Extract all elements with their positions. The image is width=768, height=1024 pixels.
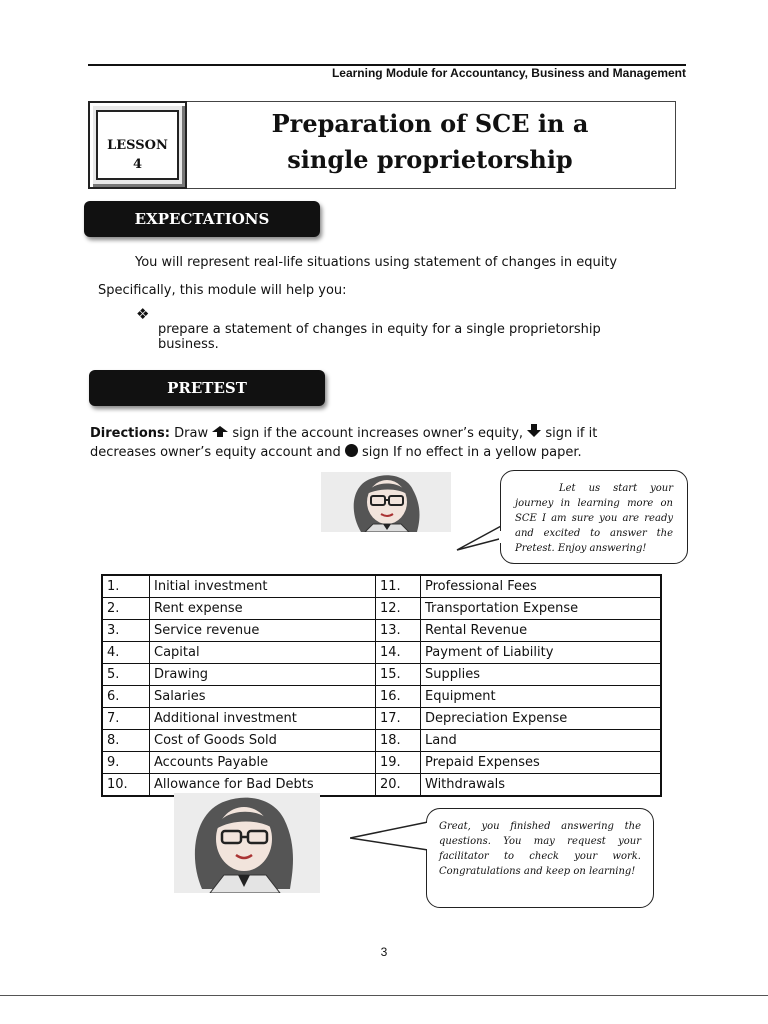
directions-text-2: sign if the account increases owner’s equity, — [232, 426, 524, 441]
item-number: 7. — [102, 708, 150, 730]
lesson-number: 4 — [132, 157, 143, 172]
account-name: Allowance for Bad Debts — [150, 774, 376, 797]
directions-text-5: sign If no effect in a yellow paper. — [362, 445, 582, 460]
item-number: 3. — [102, 620, 150, 642]
item-number: 17. — [376, 708, 421, 730]
teacher-avatar-large — [174, 793, 320, 893]
bullet-line-2: business. — [158, 337, 219, 352]
item-number: 16. — [376, 686, 421, 708]
footer-rule — [0, 995, 768, 996]
pretest-heading: PRETEST — [167, 379, 247, 397]
directions-text-1: Draw — [174, 426, 209, 441]
account-name: Payment of Liability — [421, 642, 662, 664]
account-name: Transportation Expense — [421, 598, 662, 620]
table-row — [102, 664, 661, 686]
account-name: Drawing — [150, 664, 376, 686]
item-number: 10. — [102, 774, 150, 797]
title-line-1: Preparation of SCE in a — [271, 109, 589, 138]
item-number: 6. — [102, 686, 150, 708]
directions-text-4: decreases owner’s equity account and — [90, 445, 341, 460]
up-arrow-icon — [212, 426, 228, 438]
account-name: Professional Fees — [421, 575, 662, 598]
speech-bubble-end — [426, 808, 654, 908]
item-number: 15. — [376, 664, 421, 686]
account-name: Rental Revenue — [421, 620, 662, 642]
table-row — [102, 730, 661, 752]
teacher-avatar-small — [321, 472, 451, 532]
diamond-bullet-icon: ❖ — [136, 305, 150, 323]
lesson-title — [200, 106, 660, 178]
down-arrow-icon — [527, 424, 541, 437]
account-name: Equipment — [421, 686, 662, 708]
table-row — [102, 686, 661, 708]
account-name: Rent expense — [150, 598, 376, 620]
table-row — [102, 620, 661, 642]
account-name: Withdrawals — [421, 774, 662, 797]
pretest-directions — [90, 424, 680, 462]
pretest-table — [101, 574, 662, 797]
account-name: Accounts Payable — [150, 752, 376, 774]
module-title: Learning Module for Accountancy, Business and Management — [331, 66, 686, 80]
item-number: 5. — [102, 664, 150, 686]
account-name: Supplies — [421, 664, 662, 686]
account-name: Prepaid Expenses — [421, 752, 662, 774]
pretest-table-body — [102, 575, 661, 796]
directions-label: Directions: — [90, 426, 170, 441]
table-row — [102, 708, 661, 730]
table-row — [102, 752, 661, 774]
item-number: 1. — [102, 575, 150, 598]
expectations-bullet — [158, 322, 678, 352]
teacher-avatar-icon — [321, 472, 451, 532]
bullet-line-1: prepare a statement of changes in equity for a single proprietorship — [158, 322, 601, 337]
item-number: 13. — [376, 620, 421, 642]
directions-line-2 — [90, 443, 680, 462]
account-name: Salaries — [150, 686, 376, 708]
bubble-end-tail-cover — [420, 820, 432, 852]
page-number: 3 — [380, 945, 388, 959]
expectations-intro: You will represent real-life situations using statement of changes in equity — [135, 255, 618, 270]
directions-line-1 — [90, 424, 680, 443]
account-name: Cost of Goods Sold — [150, 730, 376, 752]
item-number: 9. — [102, 752, 150, 774]
item-number: 14. — [376, 642, 421, 664]
account-name: Additional investment — [150, 708, 376, 730]
item-number: 8. — [102, 730, 150, 752]
table-row — [102, 642, 661, 664]
bubble-start-text: Let us start your journey in learning more on SCE I am sure you are ready and excited to answer the Pretest. Enjoy answering! — [515, 483, 673, 554]
expectations-heading-bar — [84, 201, 320, 237]
bubble-start-tail-cover — [485, 530, 505, 554]
table-row — [102, 598, 661, 620]
lesson-label — [96, 136, 179, 174]
item-number: 2. — [102, 598, 150, 620]
item-number: 12. — [376, 598, 421, 620]
item-number: 18. — [376, 730, 421, 752]
account-name: Service revenue — [150, 620, 376, 642]
title-line-2: single proprietorship — [287, 145, 573, 174]
black-circle-icon — [345, 444, 358, 457]
bubble-end-text: Great, you finished answering the questions. You may request your facilitator to check your work. Congratulations and keep on learning! — [439, 821, 641, 877]
item-number: 20. — [376, 774, 421, 797]
account-name: Depreciation Expense — [421, 708, 662, 730]
item-number: 4. — [102, 642, 150, 664]
lesson-word: LESSON — [107, 138, 168, 153]
pretest-heading-bar — [89, 370, 325, 406]
expectations-heading: EXPECTATIONS — [134, 210, 270, 228]
teacher-avatar-large-icon — [174, 793, 320, 893]
directions-text-3: sign if it — [545, 426, 598, 441]
account-name: Initial investment — [150, 575, 376, 598]
account-name: Capital — [150, 642, 376, 664]
table-row — [102, 575, 661, 598]
item-number: 11. — [376, 575, 421, 598]
item-number: 19. — [376, 752, 421, 774]
speech-bubble-start — [500, 470, 688, 564]
expectations-specifically: Specifically, this module will help you: — [98, 283, 347, 298]
account-name: Land — [421, 730, 662, 752]
